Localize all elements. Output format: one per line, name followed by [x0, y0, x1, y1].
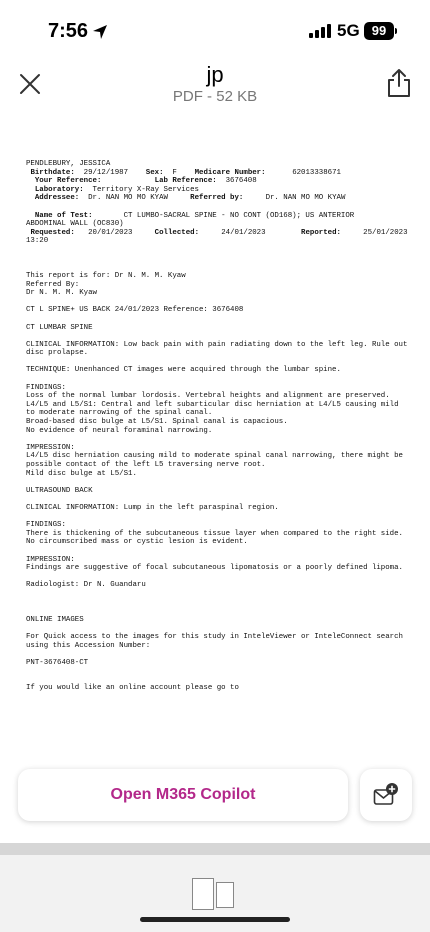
document-subtitle: PDF - 52 KB	[172, 88, 258, 105]
page-thumbnail-secondary[interactable]	[216, 882, 234, 908]
mail-add-icon	[373, 782, 399, 808]
viewer-header	[0, 56, 430, 108]
ct-impression: L4/L5 disc herniation causing mild to moderate spinal canal narrowing, there might be possible contact of the left L5 traversing nerve root. Mild disc bulge at L5/S1.	[26, 452, 403, 478]
reported-time: 13:20	[26, 237, 49, 246]
location-arrow-icon	[92, 24, 108, 40]
ct-heading: CT LUMBAR SPINE	[26, 323, 93, 332]
online-images-text: For Quick access to the images for this study in InteleViewer or InteleConnect search using this Accession Number:	[26, 633, 408, 650]
ct-reference: CT L SPINE+ US BACK 24/01/2023 Reference: 3676408	[26, 306, 244, 315]
battery-indicator: 99	[364, 22, 394, 40]
accession-number: PNT-3676408-CT	[26, 658, 89, 667]
share-icon[interactable]	[386, 68, 412, 98]
us-clinical-info: CLINICAL INFORMATION: Lump in the left paraspinal region.	[26, 503, 279, 512]
patient-details-row: Birthdate: 29/12/1987 Sex: F Medicare Number: 62013338671	[30, 168, 341, 177]
us-findings-heading: FINDINGS:	[26, 521, 66, 530]
divider	[0, 843, 430, 855]
patient-name: PENDLEBURY, JESSICA	[26, 160, 111, 168]
reference-row: Your Reference: Lab Reference: 3676408	[34, 177, 257, 186]
online-images-heading: ONLINE IMAGES	[26, 615, 84, 624]
page-thumbnail-icon[interactable]	[192, 878, 214, 910]
status-bar	[0, 0, 430, 56]
pdf-page[interactable]	[0, 120, 430, 840]
us-findings: There is thickening of the subcutaneous tissue layer when compared to the right side. No circumscribed mass or cystic lesion is evident.	[26, 529, 408, 547]
network-type: 5G	[337, 21, 360, 40]
radiologist: Radiologist: Dr N. Guandaru	[26, 581, 146, 590]
ct-clinical-info: CLINICAL INFORMATION: Low back pain with pain radiating down to the left leg. Rule out disc prolapse.	[26, 340, 412, 358]
battery-tip	[395, 28, 397, 34]
report-for: This report is for: Dr N. M. M. Kyaw	[26, 271, 186, 280]
signal-bars-icon	[309, 24, 331, 38]
referred-by-label: Referred By:	[26, 280, 80, 289]
open-copilot-button[interactable]: Open M365 Copilot	[18, 769, 348, 821]
ct-technique: TECHNIQUE: Unenhanced CT images were acquired through the lumbar spine.	[26, 366, 341, 375]
ct-impression-heading: IMPRESSION:	[26, 443, 75, 452]
thumbnail-bar	[0, 855, 430, 932]
test-name-row: Name of Test: CT LUMBO-SACRAL SPINE - NO CONT (OD168); US ANTERIOR	[34, 211, 355, 220]
online-account-text: If you would like an online account please go to	[26, 684, 239, 693]
referred-by-name: Dr N. M. M. Kyaw	[26, 289, 97, 298]
us-impression: Findings are suggestive of focal subcutaneous lipomatosis or a poorly defined lipoma.	[26, 564, 403, 573]
us-impression-heading: IMPRESSION:	[26, 555, 75, 564]
ct-findings-heading: FINDINGS:	[26, 383, 66, 392]
addressee-row: Addressee: Dr. NAN MO MO KYAW Referred by: Dr. NAN MO MO KYAW	[34, 194, 346, 203]
dates-row: Requested: 20/01/2023 Collected: 24/01/2023 Reported: 25/01/2023	[30, 228, 408, 237]
report-text	[26, 160, 412, 693]
ct-findings: Loss of the normal lumbar lordosis. Vertebral heights and alignment are preserved. L4/L5 and L5/S1: Central and left subarticular disc herniation at L4/L5 causing mild to moderate narrowing of the spinal canal. Broad-based disc bulge at L5/S1. Spinal canal is capacious. No evidence of neural foraminal narrowing.	[26, 392, 399, 435]
us-heading: ULTRASOUND BACK	[26, 486, 93, 495]
status-time: 7:56	[48, 20, 89, 42]
laboratory-row: Laboratory: Territory X-Ray Services	[34, 185, 199, 194]
test-name-row-2: ABDOMINAL WALL (OC830)	[26, 220, 124, 229]
document-title: jp	[206, 62, 224, 87]
mail-add-button[interactable]	[360, 769, 412, 821]
home-indicator	[140, 917, 290, 922]
